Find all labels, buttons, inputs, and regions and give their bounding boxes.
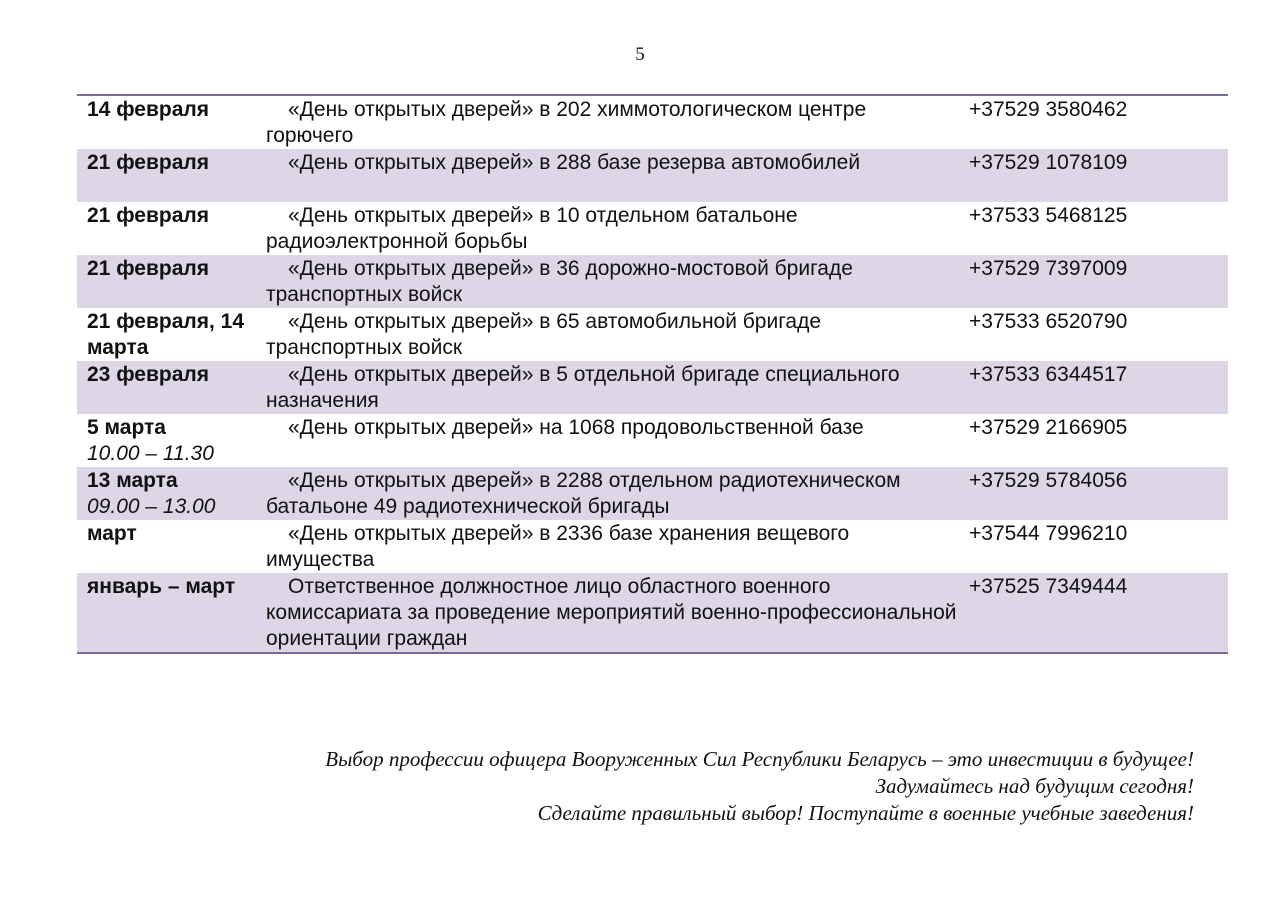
date-cell xyxy=(77,468,257,520)
event-date: 5 марта xyxy=(87,416,166,439)
date-cell xyxy=(77,97,257,123)
event-description: «День открытых дверей» на 1068 продовольственной базе xyxy=(288,416,864,439)
contact-phone: +37525 7349444 xyxy=(969,575,1128,598)
event-description: «День открытых дверей» в 2336 базе хранения вещевого имущества xyxy=(266,522,850,571)
event-description: «День открытых дверей» в 288 базе резерва автомобилей xyxy=(288,151,861,174)
event-date: 21 февраля xyxy=(87,257,209,280)
event-description: «День открытых дверей» в 2288 отдельном радиотехническом батальоне 49 радиотехнической бригады xyxy=(266,469,901,518)
contact-phone: +37533 6520790 xyxy=(969,310,1128,333)
event-date: 21 февраля xyxy=(87,204,209,227)
slogan-line: Сделайте правильный выбор! Поступайте в военные учебные заведения! xyxy=(537,801,1194,825)
slogan-line: Задумайтесь над будущим сегодня! xyxy=(875,774,1194,798)
table-row xyxy=(77,149,1228,202)
contact-phone: +37529 3580462 xyxy=(969,98,1128,121)
contact-phone: +37533 5468125 xyxy=(969,204,1128,227)
contact-phone: +37529 7397009 xyxy=(969,257,1128,280)
event-description: «День открытых дверей» в 65 автомобильной бригаде транспортных войск xyxy=(266,310,822,359)
table-row xyxy=(77,361,1228,414)
table-row xyxy=(77,573,1228,652)
closing-slogan xyxy=(194,746,1194,827)
event-description: «День открытых дверей» в 202 химмотологическом центре горючего xyxy=(266,98,867,147)
table-row xyxy=(77,308,1228,361)
event-date: 21 февраля, 14 марта xyxy=(87,310,245,359)
date-cell xyxy=(77,309,257,361)
date-cell xyxy=(77,150,257,176)
contact-phone: +37529 2166905 xyxy=(969,416,1128,439)
event-description: «День открытых дверей» в 10 отдельном батальоне радиоэлектронной борьбы xyxy=(266,204,798,253)
date-cell xyxy=(77,521,257,547)
table-row xyxy=(77,96,1228,149)
contact-phone: +37533 6344517 xyxy=(969,363,1128,386)
contact-phone: +37544 7996210 xyxy=(969,522,1128,545)
event-date: 23 февраля xyxy=(87,363,209,386)
table-row xyxy=(77,414,1228,467)
table-row xyxy=(77,520,1228,573)
event-description: «День открытых дверей» в 5 отдельной бригаде специального назначения xyxy=(266,363,900,412)
table-row xyxy=(77,255,1228,308)
event-time: 10.00 – 11.30 xyxy=(87,442,214,465)
events-table xyxy=(77,94,1228,654)
date-cell xyxy=(77,203,257,229)
contact-phone: +37529 5784056 xyxy=(969,469,1128,492)
date-cell xyxy=(77,574,257,600)
event-description: Ответственное должностное лицо областного военного комиссариата за проведение мероприятий военно-профессиональной ориентации граждан xyxy=(266,575,957,650)
date-cell xyxy=(77,415,257,467)
event-date: 21 февраля xyxy=(87,151,209,174)
page-number: 5 xyxy=(635,44,645,65)
event-date: январь – март xyxy=(87,575,236,598)
table-row xyxy=(77,202,1228,255)
event-description: «День открытых дверей» в 36 дорожно-мостовой бригаде транспортных войск xyxy=(266,257,853,306)
contact-phone: +37529 1078109 xyxy=(969,151,1128,174)
event-date: 13 марта xyxy=(87,469,178,492)
table-row xyxy=(77,467,1228,520)
date-cell xyxy=(77,362,257,388)
slogan-line: Выбор профессии офицера Вооруженных Сил Республики Беларусь – это инвестиции в будущее! xyxy=(325,747,1194,771)
event-date: март xyxy=(87,522,137,545)
event-date: 14 февраля xyxy=(87,98,209,121)
date-cell xyxy=(77,256,257,282)
event-time: 09.00 – 13.00 xyxy=(87,495,216,518)
